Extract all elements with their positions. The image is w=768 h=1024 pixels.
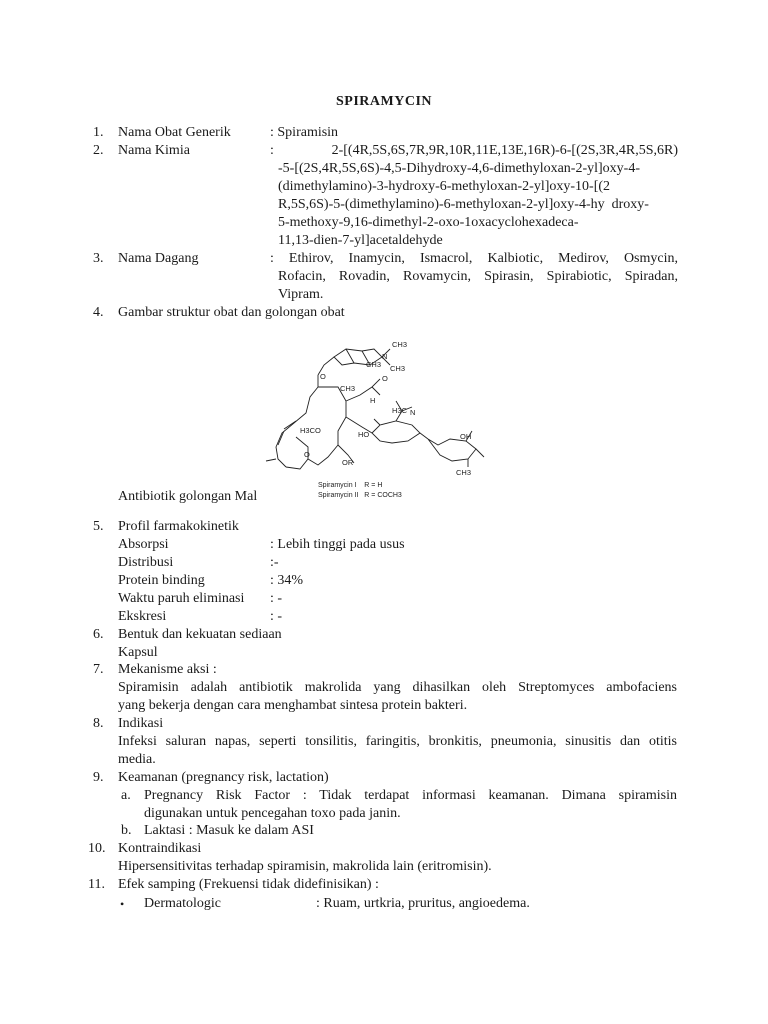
pk-row-value: : - — [270, 591, 283, 606]
pk-row-value: :- — [270, 555, 279, 570]
indication-heading: Indikasi — [118, 716, 164, 731]
struct-label: O — [382, 374, 388, 383]
mechanism-line: yang bekerja dengan cara menghambat sintesa protein bakteri. — [118, 698, 468, 713]
side-effect-category: Dermatologic — [144, 896, 221, 911]
pregnancy-risk-line: digunakan untuk pencegahan toxo pada janin. — [144, 806, 401, 821]
chemical-name-line: -5-[(2S,4R,5S,6S)-4,5-Dihydroxy-4,6-dimethyloxan-2-yl]oxy-4- — [278, 161, 641, 176]
pregnancy-risk-line: Pregnancy Risk Factor : Tidak terdapat informasi keamanan. Dimana spiramisin — [144, 788, 677, 803]
chemical-name-line: : 2-[(4R,5S,6S,7R,9R,10R,11E,13E,16R)-6-[(2S,3R,4R,5S,6R) — [270, 143, 678, 158]
struct-label: CH3 — [390, 364, 406, 373]
indication-line: media. — [118, 752, 156, 767]
pharmacokinetic-heading: Profil farmakokinetik — [118, 519, 239, 534]
dosage-form-heading: Bentuk dan kekuatan sediaan — [118, 627, 282, 642]
pk-row-label: Distribusi — [118, 555, 174, 570]
pk-row-value: : 34% — [270, 573, 304, 588]
lactation-text: Laktasi : Masuk ke dalam ASI — [144, 823, 314, 838]
item-number: 1. — [93, 125, 104, 140]
trade-name-line: Rofacin, Rovadin, Rovamycin, Spirasin, Spirabiotic, Spiradan, — [278, 269, 678, 284]
page-title: SPIRAMYCIN — [336, 94, 432, 109]
item-number: 3. — [93, 251, 104, 266]
structure-legend-2: Spiramycin II R = COCH3 — [318, 492, 402, 499]
struct-label: CH3 — [366, 360, 382, 369]
struct-label: OR — [342, 458, 354, 467]
item-number: 6. — [93, 627, 104, 642]
side-effect-value: : Ruam, urtkria, pruritus, angioedema. — [316, 896, 530, 911]
item-number: 10. — [88, 841, 106, 856]
structure-legend-1: Spiramycin I R = H — [318, 482, 383, 489]
struct-label: OH — [460, 432, 472, 441]
struct-label: CH3 — [456, 468, 472, 477]
chemical-name-label: Nama Kimia — [118, 143, 190, 158]
struct-label: O — [304, 450, 310, 459]
pk-row-value: : - — [270, 609, 283, 624]
pk-row-label: Ekskresi — [118, 609, 167, 624]
bullet-icon: • — [120, 897, 125, 911]
item-number: 11. — [88, 877, 105, 892]
struct-label: O — [320, 372, 326, 381]
spiramycin-structure-image — [262, 335, 502, 505]
struct-label: CH3 — [392, 340, 408, 349]
item-number: 4. — [93, 305, 104, 320]
structure-heading: Gambar struktur obat dan golongan obat — [118, 305, 345, 320]
pk-row-value: : Lebih tinggi pada usus — [270, 537, 405, 552]
struct-label: H3CO — [300, 426, 321, 435]
trade-name-line: Vipram. — [278, 287, 324, 302]
chemical-name-line: R,5S,6S)-5-(dimethylamino)-6-methyloxan-2-yl]oxy-4-hy droxy- — [278, 197, 649, 212]
struct-label: HO — [358, 430, 370, 439]
chemical-name-line: 5-methoxy-9,16-dimethyl-2-oxo-1oxacyclohexadeca- — [278, 215, 579, 230]
indication-line: Infeksi saluran napas, seperti tonsilitis, faringitis, bronkitis, pneumonia, sinusitis dan otitis — [118, 734, 677, 749]
struct-label: N — [410, 408, 416, 417]
trade-name-label: Nama Dagang — [118, 251, 199, 266]
drug-class-text: Antibiotik golongan Mal — [118, 489, 258, 504]
item-number: 8. — [93, 716, 104, 731]
chemical-name-line: 11,13-dien-7-yl]acetaldehyde — [278, 233, 443, 248]
struct-label: H — [370, 396, 376, 405]
dosage-form-text: Kapsul — [118, 645, 158, 660]
item-number: 2. — [93, 143, 104, 158]
sub-item-mark: b. — [121, 823, 132, 838]
mechanism-line: Spiramisin adalah antibiotik makrolida yang dihasilkan oleh Streptomyces ambofaciens — [118, 680, 677, 695]
pk-row-label: Waktu paruh eliminasi — [118, 591, 245, 606]
generic-name-label: Nama Obat Generik — [118, 125, 231, 140]
safety-heading: Keamanan (pregnancy risk, lactation) — [118, 770, 329, 785]
mechanism-heading: Mekanisme aksi : — [118, 662, 217, 677]
chemical-name-line: (dimethylamino)-3-hydroxy-6-methyloxan-2-yl]oxy-10-[(2 — [278, 179, 611, 194]
pk-row-label: Protein binding — [118, 573, 205, 588]
struct-label: H3C — [392, 406, 408, 415]
side-effects-heading: Efek samping (Frekuensi tidak didefinisikan) : — [118, 877, 379, 892]
contraindication-text: Hipersensitivitas terhadap spiramisin, makrolida lain (eritromisin). — [118, 859, 492, 874]
trade-name-line: : Ethirov, Inamycin, Ismacrol, Kalbiotic, Medirov, Osmycin, — [270, 251, 678, 266]
item-number: 5. — [93, 519, 104, 534]
generic-name-value: : Spiramisin — [270, 125, 339, 140]
sub-item-mark: a. — [121, 788, 131, 803]
item-number: 7. — [93, 662, 104, 677]
pk-row-label: Absorpsi — [118, 537, 169, 552]
item-number: 9. — [93, 770, 104, 785]
struct-label: N — [382, 352, 388, 361]
contraindication-heading: Kontraindikasi — [118, 841, 202, 856]
struct-label: CH3 — [340, 384, 356, 393]
